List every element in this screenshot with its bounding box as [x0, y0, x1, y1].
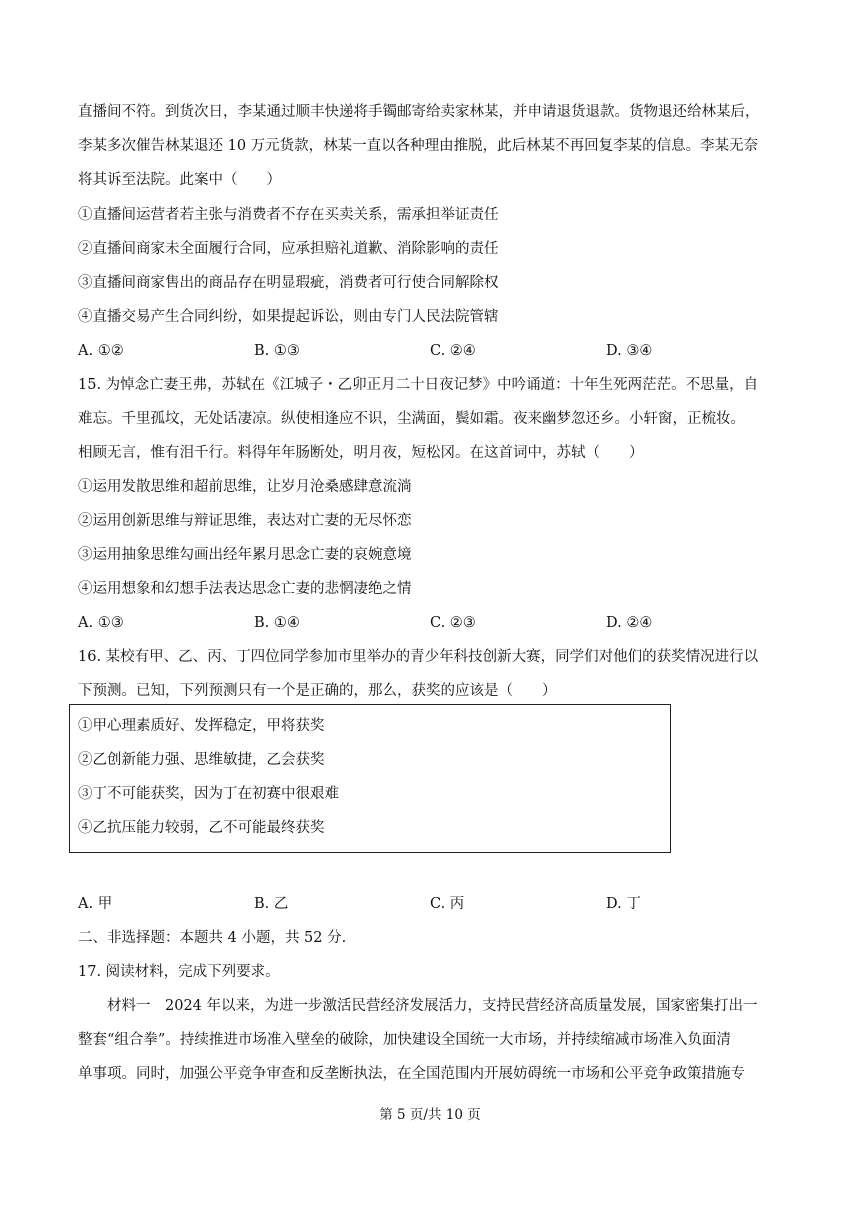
q16-predictions-box [69, 704, 671, 853]
q16-option-b: B. 乙 [254, 896, 289, 912]
q14-statement-3: ③直播间商家售出的商品存在明显瑕疵，消费者可行使合同解除权 [78, 275, 499, 291]
q15-statement-3: ③运用抽象思维勾画出经年累月思念亡妻的哀婉意境 [78, 547, 412, 563]
q14-statement-4: ④直播交易产生合同纠纷，如果提起诉讼，则由专门人民法院管辖 [78, 309, 499, 325]
q16-option-c: C. 丙 [430, 896, 465, 912]
q16-stem-line-2: 下预测。已知，下列预测只有一个是正确的，那么，获奖的应该是（ ） [78, 683, 557, 699]
q14-option-a: A. ①② [78, 343, 124, 359]
q17-material-line-1: 材料一 2024 年以来，为进一步激活民营经济发展活力，支持民营经济高质量发展，国家密集打出一 [78, 998, 758, 1014]
q15-option-c: C. ②③ [430, 615, 476, 631]
section-heading: 二、非选择题：本题共 4 小题，共 52 分. [78, 930, 347, 946]
q15-option-b: B. ①④ [254, 615, 300, 631]
q14-option-d: D. ③④ [606, 343, 653, 359]
page-number: 第 5 页/共 10 页 [379, 1107, 481, 1123]
q16-prediction-1: ①甲心理素质好、发挥稳定，甲将获奖 [78, 718, 325, 734]
q16-option-d: D. 丁 [606, 896, 641, 912]
case-text-line-3: 将其诉至法院。此案中（ ） [78, 172, 281, 188]
case-text-line-2: 李某多次催告林某退还 10 万元货款，林某一直以各种理由推脱，此后林某不再回复李某的信息。李某无奈 [78, 138, 759, 154]
q16-stem-line-1: 16. 某校有甲、乙、丙、丁四位同学参加市里举办的青少年科技创新大赛，同学们对他们的获奖情况进行以 [78, 649, 759, 665]
q16-prediction-3: ③丁不可能获奖，因为丁在初赛中很艰难 [78, 786, 339, 802]
q17-prompt: 17. 阅读材料，完成下列要求。 [78, 964, 280, 980]
q15-statement-4: ④运用想象和幻想手法表达思念亡妻的悲惘凄绝之情 [78, 581, 412, 597]
q14-statement-1: ①直播间运营者若主张与消费者不存在买卖关系，需承担举证责任 [78, 207, 499, 223]
q16-option-a: A. 甲 [78, 896, 113, 912]
q14-option-c: C. ②④ [430, 343, 476, 359]
q16-prediction-2: ②乙创新能力强、思维敏捷，乙会获奖 [78, 752, 325, 768]
q17-material-line-3: 单事项。同时，加强公平竞争审查和反垄断执法，在全国范围内开展妨碍统一市场和公平竞争政策措施专 [78, 1066, 745, 1082]
q15-stem-line-1: 15. 为悼念亡妻王弗，苏轼在《江城子・乙卯正月二十日夜记梦》中吟诵道：十年生死两茫茫。不思量，自 [78, 377, 759, 393]
q14-statement-2: ②直播间商家未全面履行合同，应承担赔礼道歉、消除影响的责任 [78, 241, 499, 257]
q16-prediction-4: ④乙抗压能力较弱，乙不可能最终获奖 [78, 820, 325, 836]
q17-material-line-2: 整套“组合拳”。持续推进市场准入壁垒的破除，加快建设全国统一大市场，并持续缩减市场准入负面清 [78, 1032, 731, 1048]
q14-option-b: B. ①③ [254, 343, 300, 359]
q15-option-d: D. ②④ [606, 615, 653, 631]
q15-option-a: A. ①③ [78, 615, 124, 631]
q15-statement-2: ②运用创新思维与辩证思维，表达对亡妻的无尽怀恋 [78, 513, 412, 529]
q15-statement-1: ①运用发散思维和超前思维，让岁月沧桑感肆意流淌 [78, 479, 412, 495]
q15-stem-line-2: 难忘。千里孤坟，无处话凄凉。纵使相逢应不识，尘满面，鬓如霜。夜来幽梦忽还乡。小轩窗，正梳妆。 [78, 411, 745, 427]
case-text-line-1: 直播间不符。到货次日，李某通过顺丰快递将手镯邮寄给卖家林某，并申请退货退款。货物退还给林某后， [78, 104, 760, 120]
q15-stem-line-3: 相顾无言，惟有泪千行。料得年年肠断处，明月夜，短松冈。在这首词中，苏轼（ ） [78, 445, 644, 461]
